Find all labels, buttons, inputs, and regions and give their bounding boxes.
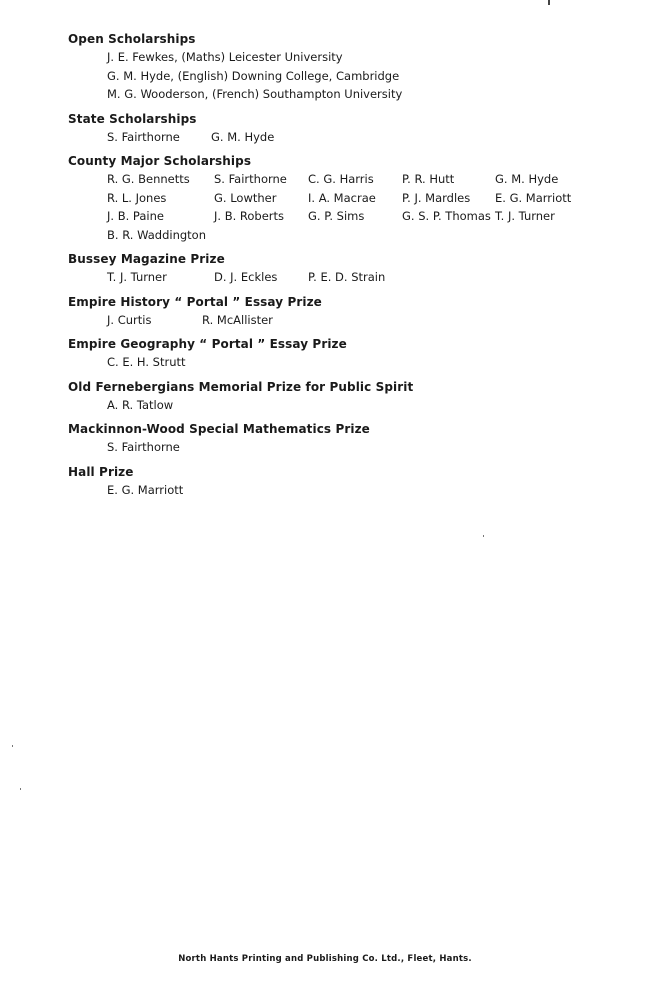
print-speck [483, 535, 484, 537]
name: S. Fairthorne [107, 129, 180, 144]
entry: M. G. Wooderson, (French) Southampton University [107, 87, 403, 101]
print-speck [20, 788, 21, 790]
section-open-scholarships [68, 30, 628, 104]
name: C. E. H. Strutt [107, 355, 186, 369]
name: E. G. Marriott [495, 190, 572, 205]
section-heading: Old Fernebergians Memorial Prize for Public Spirit [68, 379, 414, 394]
name: C. G. Harris [308, 172, 374, 186]
section-heading: County Major Scholarships [68, 154, 252, 168]
name: R. L. Jones [107, 190, 167, 205]
section-hall-prize [68, 463, 628, 500]
name-row [68, 311, 628, 330]
print-speck [12, 745, 13, 747]
name: J. B. Roberts [214, 209, 285, 223]
name: B. R. Waddington [107, 227, 206, 242]
prize-list [68, 30, 628, 505]
name: G. P. Sims [308, 209, 365, 223]
name-row [68, 189, 628, 208]
section-heading: Empire History “ Portal ” Essay Prize [68, 294, 322, 309]
section-heading: State Scholarships [68, 111, 197, 126]
name: P. R. Hutt [402, 172, 455, 186]
name: I. A. Macrae [308, 190, 376, 205]
section-state-scholarships [68, 110, 628, 147]
name: S. Fairthorne [214, 172, 287, 186]
name-row [68, 128, 628, 147]
section-empire-geography-essay-prize [68, 335, 628, 372]
section-bussey-magazine-prize [68, 250, 628, 287]
name: S. Fairthorne [107, 440, 180, 454]
corner-mark [548, 0, 550, 5]
name: J. Curtis [107, 312, 152, 327]
section-heading: Open Scholarships [68, 32, 196, 46]
name: R. G. Bennetts [107, 172, 190, 186]
section-old-fernebergians-prize [68, 378, 628, 415]
section-empire-history-essay-prize [68, 293, 628, 330]
name: D. J. Eckles [214, 270, 278, 284]
name: R. McAllister [202, 312, 273, 327]
name: P. J. Mardles [402, 190, 471, 205]
section-county-major-scholarships [68, 152, 628, 244]
section-heading: Bussey Magazine Prize [68, 252, 225, 266]
name-row [68, 226, 628, 245]
name: J. B. Paine [107, 209, 164, 223]
name: P. E. D. Strain [308, 270, 386, 284]
section-heading: Hall Prize [68, 464, 134, 479]
name-row [68, 170, 628, 189]
name: T. J. Turner [495, 209, 555, 223]
name: G. M. Hyde [495, 172, 559, 186]
section-mackinnon-wood-prize [68, 420, 628, 457]
entry: J. E. Fewkes, (Maths) Leicester University [107, 50, 343, 64]
section-heading: Empire Geography “ Portal ” Essay Prize [68, 337, 347, 351]
name: E. G. Marriott [107, 482, 184, 497]
name-row [68, 207, 628, 226]
name: G. S. P. Thomas [402, 209, 491, 223]
name: T. J. Turner [107, 270, 167, 284]
name: A. R. Tatlow [107, 397, 174, 412]
entry: G. M. Hyde, (English) Downing College, Cambridge [107, 68, 400, 83]
name: G. Lowther [214, 190, 277, 205]
section-heading: Mackinnon-Wood Special Mathematics Prize [68, 422, 370, 436]
printer-imprint: North Hants Printing and Publishing Co. Ltd., Fleet, Hants. [178, 954, 472, 964]
name: G. M. Hyde [211, 129, 275, 144]
name-row [68, 268, 628, 287]
